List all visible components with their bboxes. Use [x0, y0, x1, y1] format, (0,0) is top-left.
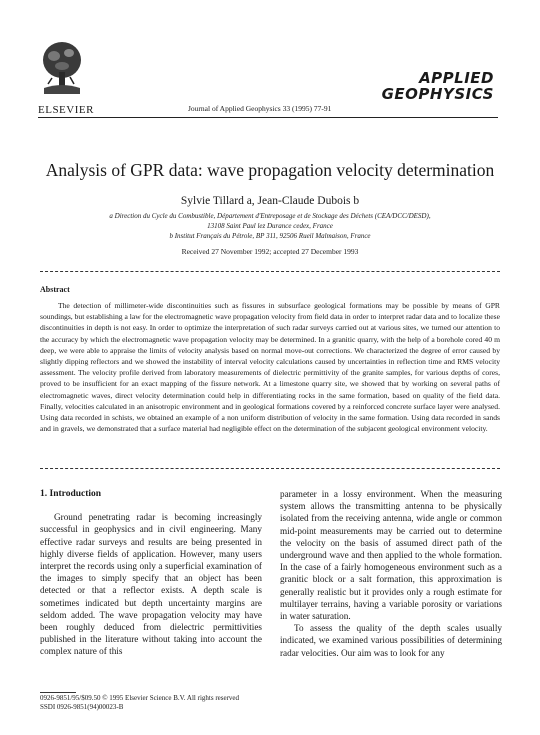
- footer-rule: [40, 692, 76, 693]
- journal-reference: Journal of Applied Geophysics 33 (1995) 77-91: [188, 104, 332, 113]
- right-column: [280, 488, 502, 659]
- section-heading: 1. Introduction: [40, 489, 102, 499]
- journal-logo-line1: APPLIED: [419, 69, 494, 87]
- journal-logo-line2: GEOPHYSICS: [381, 85, 494, 103]
- affiliation-a-line2: 13108 Saint Paul lez Durance cedex, France: [207, 222, 333, 230]
- affiliation-a-line1: a Direction du Cycle du Combustible, Département d'Entreposage et de Stockage des Déchets (CEA/DCC/DESD),: [109, 212, 431, 220]
- journal-logo: [382, 70, 494, 102]
- header-rule: [38, 117, 498, 118]
- received-dates: Received 27 November 1992; accepted 27 December 1993: [181, 247, 359, 256]
- elsevier-tree-logo: [40, 38, 84, 98]
- copyright-footer: [40, 694, 239, 712]
- article-title: Analysis of GPR data: wave propagation velocity determination: [45, 160, 495, 180]
- publisher-name: ELSEVIER: [38, 104, 94, 116]
- abstract-bottom-rule: [40, 468, 500, 469]
- intro-paragraph-2: To assess the quality of the depth scales usually indicated, we examined various possibilities of determining radar velocities. Our aim was to look for any: [280, 623, 502, 658]
- intro-paragraph-continued: parameter in a lossy environment. When the measuring system allows the transmitting antenna to be physically isolated from the receiving antenna, wide angle or common mid-point measurements may be carried out to determine the velocity on the basis of assumed direct path of the underground wave and then applied to the whole formation. In the case of a fairly homogeneous environment such as a granitic block or a salt formation, this approximation is generally realistic but it provides only a rough estimate for multilayer terrains, having a variable porosity or variations in water saturation.: [280, 489, 502, 622]
- copyright-line: 0926-9851/95/$09.50 © 1995 Elsevier Science B.V. All rights reserved: [40, 694, 240, 702]
- intro-paragraph-1: Ground penetrating radar is becoming increasingly successful in geophysics and in civil engineering. Many effective radar surveys and results are being presented in highly diverse fields of application. However, many users interpret the records using only a superficial examination of the images to simply specify that an object has been detected or that a reflector exists. A depth scale is sometimes indicated but depth uncertainty margins are seldom added. The wave propagation velocity may have been roughly deduced from dielectric permittivities published in the literature without taking into account the complex nature of this: [40, 512, 262, 657]
- abstract-text: The detection of millimeter-wide discontinuities such as fissures in subsurface geological formations may be possible by means of GPR soundings, but establishing a law for the electromagnetic wave propagation velocity from field data in order to interpret radar data and to localize these discontinuities in depth is not easy. In order to optimize the interpretation of such radar surveys carried out at various sites, we turned our attention to the accuracy by which the electromagnetic wave propagation velocity may be determined. In a granitic quarry, with the help of a borehole cored 40 m deep, we were able to appraise the limits of velocity analysis based on normal move-out corrections. We characterized the degree of error caused by slightly dipping reflectors and we showed the instability of interval velocity calculations caused by uncertainties in reflection time and RMS velocity assessment. The velocity profile derived from laboratory measurements of dielectric permittivity of the granite samples, for various depths of cores, proved to be insufficient for an exact mapping of the fissure network. At a limestone quarry site, we showed that by working on several paths of electromagnetic waves, direct velocity determination could help in differentiating rocks in the same formation, based on quality of the field data. Finally, velocities calculated in an anisotropic environment and in geological formations covered by a reinforced concrete surface layer were analysed. Using data recorded in schists, we obtained an example of a non uniform distribution of velocity in the same formation. Using data recorded in sands and in gravels, we demonstrated that a surface material had negligible effect on the determination of the subjacent geological environment velocity.: [40, 301, 500, 434]
- article-authors: Sylvie Tillard a, Jean-Claude Dubois b: [180, 195, 360, 207]
- abstract-top-rule: [40, 271, 500, 272]
- affiliation-b: b Institut Français du Pétrole, BP 311, 92506 Rueil Malmaison, France: [169, 232, 371, 240]
- ssdi-line: SSDI 0926-9851(94)00023-B: [40, 703, 124, 711]
- abstract-heading: Abstract: [40, 285, 70, 294]
- left-column: [40, 488, 262, 658]
